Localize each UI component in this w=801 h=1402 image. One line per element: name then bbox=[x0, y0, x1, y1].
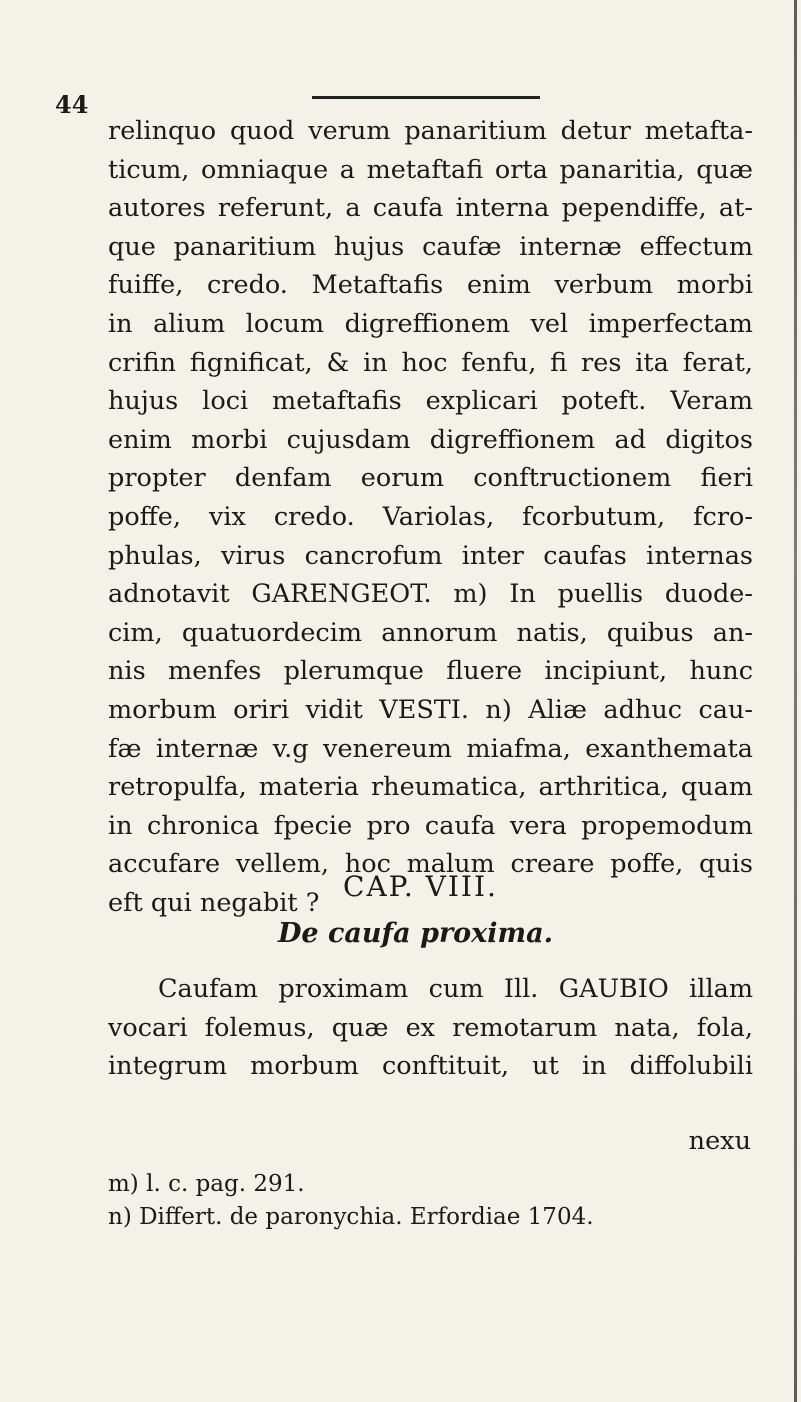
text-line: crifin fignificat, & in hoc fenfu, fi res ita ferat, bbox=[108, 347, 753, 378]
text-line: ticum, omniaque a metaftafi orta panaritia, quæ bbox=[108, 154, 753, 185]
text-line: retropulfa, materia rheumatica, arthritica, quam bbox=[108, 772, 753, 803]
text-line: in alium locum digreffionem vel imperfectam bbox=[108, 308, 753, 339]
text-line: fæ internæ v.g venereum miafma, exanthemata bbox=[108, 733, 753, 764]
text-line: autores referunt, a caufa interna pependiffe, at- bbox=[108, 193, 753, 224]
header-rule bbox=[312, 96, 540, 99]
footnote-n: n) Differt. de paronychia. Erfordiae 1704. bbox=[108, 1204, 594, 1230]
text-line: phulas, virus cancrofum inter caufas internas bbox=[108, 540, 753, 571]
second-paragraph bbox=[108, 970, 753, 1086]
page-edge-shadow bbox=[794, 0, 797, 1402]
text-line: propter denfam eorum conftructionem fieri bbox=[108, 463, 753, 494]
text-line: eft qui negabit ? bbox=[108, 887, 320, 918]
text-line: accufare vellem, hoc malum creare poffe, quis bbox=[108, 849, 753, 880]
main-paragraph bbox=[108, 112, 753, 922]
text-line: enim morbi cujusdam digreffionem ad digitos bbox=[108, 424, 753, 455]
text-line: que panaritium hujus caufæ internæ effectum bbox=[108, 231, 753, 262]
text-line: vocari folemus, quæ ex remotarum nata, fola, bbox=[108, 1012, 753, 1043]
text-line: morbum oriri vidit VESTI. n) Aliæ adhuc cau- bbox=[108, 694, 753, 725]
text-line: cim, quatuordecim annorum natis, quibus an- bbox=[108, 617, 753, 648]
text-line: nis menfes plerumque fluere incipiunt, hunc bbox=[108, 656, 753, 687]
text-line: hujus loci metaftafis explicari poteft. Veram bbox=[108, 386, 753, 417]
chapter-title: De caufa proxima. bbox=[278, 918, 553, 949]
text-line: in chronica fpecie pro caufa vera propemodum bbox=[108, 810, 753, 841]
page-number: 44 bbox=[55, 90, 89, 119]
chapter-heading: CAP. VIII. bbox=[343, 870, 498, 903]
footnotes bbox=[108, 1168, 753, 1234]
text-line: poffe, vix credo. Variolas, fcorbutum, fcro- bbox=[108, 501, 753, 532]
text-line: fuiffe, credo. Metaftafis enim verbum morbi bbox=[108, 270, 753, 301]
text-line: relinquo quod verum panaritium detur metafta- bbox=[108, 116, 753, 146]
text-line: integrum morbum conftituit, ut in diffolubili bbox=[108, 1051, 753, 1082]
text-line: adnotavit GARENGEOT. m) In puellis duode- bbox=[108, 579, 753, 610]
text-line: Caufam proximam cum Ill. GAUBIO illam bbox=[158, 974, 753, 1004]
footnote-m: m) l. c. pag. 291. bbox=[108, 1171, 305, 1197]
catchword: nexu bbox=[688, 1126, 751, 1156]
